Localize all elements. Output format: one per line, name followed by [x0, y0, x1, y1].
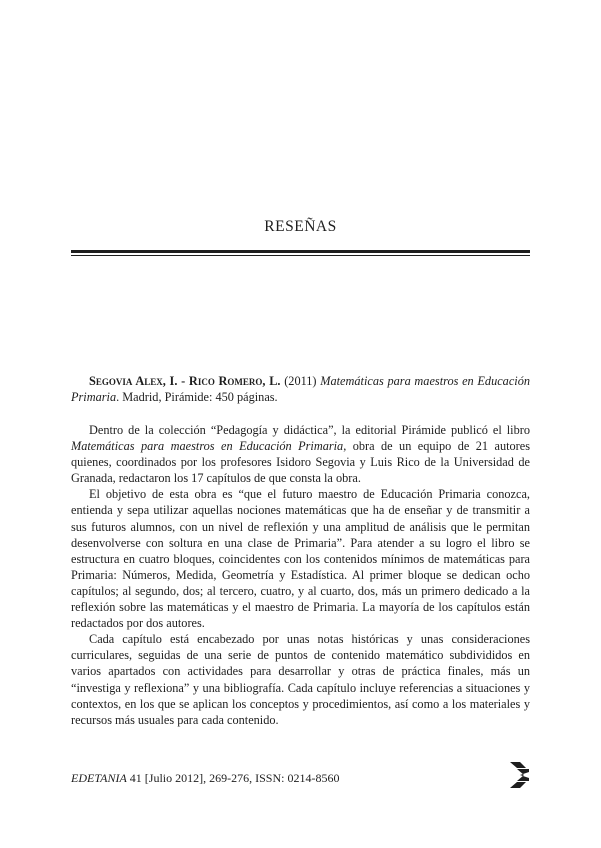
- paragraph-1-book-title: Matemáticas para maestros en Educación Primaria: [71, 439, 344, 454]
- citation-title: Matemáticas para maestros en Educación Primaria: [71, 374, 530, 404]
- citation-year: (2011): [284, 374, 317, 388]
- paragraph-3: Cada capítulo está encabezado por unas notas históricas y unas consideraciones curriculares, seguidas de una serie de puntos de contenido matemático subdivididos en varios apartados con actividades para desarrollar y otras de práctica finales, más un “investiga y reflexiona” y una bibliografía. Cada capítulo incluye referencias a situaciones y contextos, en los que se aplican los conceptos y procedimientos, así como a los materiales y recursos más usuales para cada contenido.: [71, 632, 530, 727]
- paragraph-1: [71, 422, 530, 486]
- paragraph-1-text-a: Dentro de la colección “Pedagogía y didáctica”, la editorial Pirámide publicó el libro: [89, 423, 530, 437]
- edetania-logo-svg: [508, 762, 532, 788]
- book-citation: [71, 373, 530, 405]
- review-body: [71, 422, 530, 728]
- title-rule-thin: [71, 255, 530, 256]
- footer-details: 41 [Julio 2012], 269-276, ISSN: 0214-8560: [126, 771, 340, 785]
- citation-authors: Segovia Alex, I. - Rico Romero, L.: [89, 374, 281, 388]
- edetania-logo-icon: [508, 762, 532, 788]
- title-rule-thick: [71, 250, 530, 253]
- page-footer: [71, 771, 339, 786]
- citation-publication: . Madrid, Pirámide: 450 páginas.: [116, 390, 278, 404]
- paragraph-2: El objetivo de esta obra es “que el futuro maestro de Educación Primaria conozca, entienda y sepa utilizar aquellas nociones matemáticas que ha de enseñar y de transmitir a sus futuros alumnos, con un nivel de reflexión y una amplitud de análisis que le permitan desenvolverse con soltura en una clase de Primaria”. Para atender a su logro el libro se estructura en cuatro bloques, coincidentes con los contenidos mínimos de matemáticas para Primaria: Números, Medida, Geometría y Estadística. Al primer bloque se dedican ocho capítulos; al segundo, dos; al tercero, cuatro, y al cuarto, dos, más un primero dedicado a la reflexión sobre las matemáticas y el maestro de Primaria. La mayoría de los capítulos están redactados por dos autores.: [71, 487, 530, 631]
- paragraph-1-text-b: , obra de un equipo de 21 autores quienes, coordinados por los profesores Isidoro Segovia y Luis Rico de la Universidad de Granada, redactaron los 17 capítulos de que consta la obra.: [71, 439, 531, 486]
- section-title: RESEÑAS: [264, 218, 337, 235]
- footer-journal: EDETANIA: [71, 771, 127, 785]
